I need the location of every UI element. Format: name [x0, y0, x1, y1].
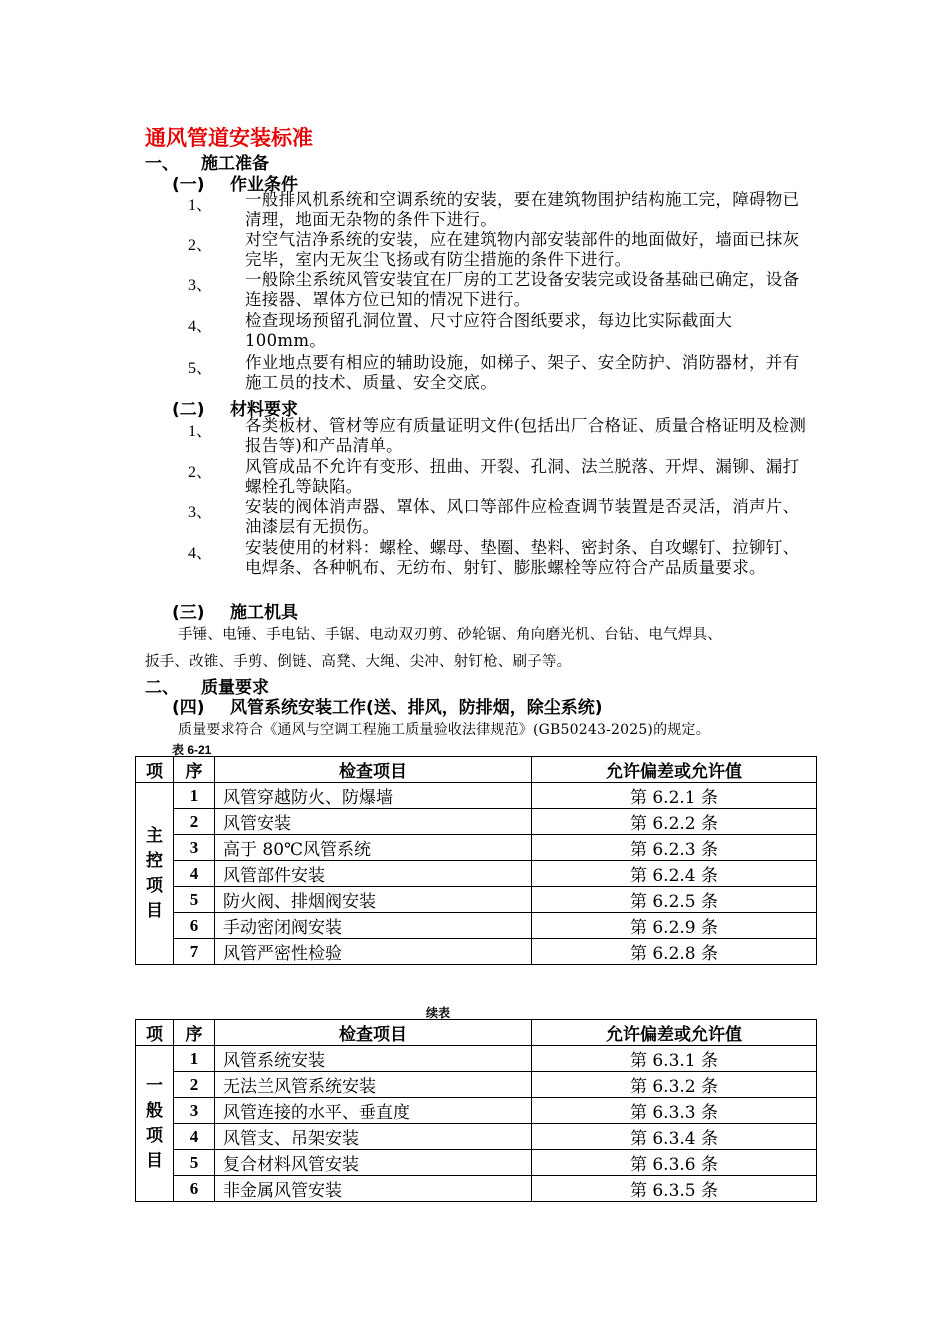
row-seq: 4: [174, 861, 215, 887]
row-check-item: 风管连接的水平、垂直度: [215, 1098, 532, 1124]
table-row: [136, 939, 817, 965]
row-check-item: 风管穿越防火、防爆墙: [215, 783, 532, 809]
table-row: [136, 887, 817, 913]
table-row: [136, 913, 817, 939]
table-row: [136, 1072, 817, 1098]
subsection-1-number: (一): [172, 175, 205, 195]
row-allowance: 第 6.3.2 条: [532, 1072, 817, 1098]
list-item-text: 各类板材、管材等应有质量证明文件(包括出厂合格证、质量合格证明及检测报告等)和产品清单。: [245, 416, 807, 455]
row-allowance: 第 6.3.6 条: [532, 1150, 817, 1176]
general-items-table: [135, 1019, 817, 1202]
subsection-4-heading: 风管系统安装工作(送、排风，防排烟，除尘系统): [230, 698, 603, 718]
row-allowance: 第 6.3.5 条: [532, 1176, 817, 1202]
table-row: [136, 1098, 817, 1124]
row-check-item: 手动密闭阀安装: [215, 913, 532, 939]
row-seq: 2: [174, 809, 215, 835]
row-seq: 1: [174, 783, 215, 809]
table-row: [136, 809, 817, 835]
category-cell: 主 控 项 目: [136, 783, 174, 965]
header-seq: 序: [174, 757, 215, 783]
list-item-text: 检查现场预留孔洞位置、尺寸应符合图纸要求，每边比实际截面大100mm。: [245, 311, 733, 350]
list-item-number: 4、: [188, 545, 213, 562]
row-check-item: 风管严密性检验: [215, 939, 532, 965]
header-seq: 序: [174, 1020, 215, 1046]
table-1-caption: 表 6-21: [172, 743, 212, 757]
table-row: [136, 1176, 817, 1202]
header-allowance: 允许偏差或允许值: [532, 757, 817, 783]
table-row: [136, 1150, 817, 1176]
tools-line-1: 手锤、电锤、手电钻、手锯、电动双刃剪、砂轮锯、角向磨光机、台钻、电气焊具、: [178, 627, 722, 643]
subsection-2-number: (二): [172, 400, 205, 420]
list-item-text: 作业地点要有相应的辅助设施，如梯子、架子、安全防护、消防器材，并有施工员的技术、质量、安全交底。: [245, 353, 800, 392]
list-item-number: 2、: [188, 464, 213, 481]
row-seq: 2: [174, 1072, 215, 1098]
subsection-3-heading: 施工机具: [230, 603, 298, 623]
row-seq: 4: [174, 1124, 215, 1150]
row-allowance: 第 6.2.4 条: [532, 861, 817, 887]
section-2-heading: 质量要求: [201, 678, 269, 698]
category-cell: 一 般 项 目: [136, 1046, 174, 1202]
tools-line-2: 扳手、改锥、手剪、倒链、高凳、大绳、尖冲、射钉枪、刷子等。: [145, 654, 572, 670]
row-check-item: 非金属风管安装: [215, 1176, 532, 1202]
row-allowance: 第 6.3.1 条: [532, 1046, 817, 1072]
row-check-item: 复合材料风管安装: [215, 1150, 532, 1176]
page-title: 通风管道安装标准: [145, 126, 313, 150]
subsection-3-number: (三): [172, 603, 205, 623]
row-check-item: 无法兰风管系统安装: [215, 1072, 532, 1098]
table-row: [136, 861, 817, 887]
table-header-row: [136, 1020, 817, 1046]
list-item-text: 一般除尘系统风管安装宜在厂房的工艺设备安装完或设备基础已确定，设备连接器、罩体方位已知的情况下进行。: [245, 270, 800, 309]
subsection-2-heading: 材料要求: [230, 400, 298, 420]
section-2-number: 二、: [145, 678, 179, 698]
row-allowance: 第 6.2.1 条: [532, 783, 817, 809]
quality-note: 质量要求符合《通风与空调工程施工质量验收法律规范》(GB50243-2025)的规定。: [178, 722, 710, 738]
header-category: 项: [136, 1020, 174, 1046]
row-seq: 1: [174, 1046, 215, 1072]
subsection-1-heading: 作业条件: [230, 175, 298, 195]
row-check-item: 高于 80℃风管系统: [215, 835, 532, 861]
row-seq: 7: [174, 939, 215, 965]
list-item-text: 一般排风机系统和空调系统的安装，要在建筑物围护结构施工完，障碍物已清理，地面无杂物的条件下进行。: [245, 190, 800, 229]
header-allowance: 允许偏差或允许值: [532, 1020, 817, 1046]
main-control-items-table: [135, 756, 817, 965]
row-seq: 5: [174, 1150, 215, 1176]
table-row: [136, 783, 817, 809]
row-check-item: 风管系统安装: [215, 1046, 532, 1072]
list-item-text: 安装的阀体消声器、罩体、风口等部件应检查调节装置是否灵活，消声片、油漆层有无损伤。: [245, 497, 800, 536]
row-allowance: 第 6.2.5 条: [532, 887, 817, 913]
row-seq: 3: [174, 1098, 215, 1124]
row-seq: 5: [174, 887, 215, 913]
list-item-number: 1、: [188, 423, 213, 440]
subsection-4-number: (四): [172, 698, 205, 718]
row-check-item: 风管支、吊架安装: [215, 1124, 532, 1150]
row-allowance: 第 6.2.2 条: [532, 809, 817, 835]
row-seq: 3: [174, 835, 215, 861]
table-header-row: [136, 757, 817, 783]
row-seq: 6: [174, 1176, 215, 1202]
table-row: [136, 835, 817, 861]
header-category: 项: [136, 757, 174, 783]
row-seq: 6: [174, 913, 215, 939]
row-allowance: 第 6.2.8 条: [532, 939, 817, 965]
row-check-item: 风管安装: [215, 809, 532, 835]
row-allowance: 第 6.2.9 条: [532, 913, 817, 939]
list-item-number: 3、: [188, 504, 213, 521]
section-1-heading: 施工准备: [201, 154, 269, 174]
list-item-number: 3、: [188, 277, 213, 294]
list-item-text: 对空气洁净系统的安装，应在建筑物内部安装部件的地面做好，墙面已抹灰完毕，室内无灰尘飞扬或有防尘措施的条件下进行。: [245, 230, 800, 269]
list-item-number: 5、: [188, 360, 213, 377]
row-allowance: 第 6.3.4 条: [532, 1124, 817, 1150]
header-check-item: 检查项目: [215, 757, 532, 783]
row-allowance: 第 6.3.3 条: [532, 1098, 817, 1124]
section-1-number: 一、: [145, 154, 179, 174]
header-check-item: 检查项目: [215, 1020, 532, 1046]
table-row: [136, 1124, 817, 1150]
list-item-number: 2、: [188, 237, 213, 254]
row-check-item: 风管部件安装: [215, 861, 532, 887]
list-item-text: 安装使用的材料：螺栓、螺母、垫圈、垫料、密封条、自攻螺钉、拉铆钉、电焊条、各种帆布、无纺布、射钉、膨胀螺栓等应符合产品质量要求。: [245, 538, 800, 577]
row-check-item: 防火阀、排烟阀安装: [215, 887, 532, 913]
row-allowance: 第 6.2.3 条: [532, 835, 817, 861]
table-row: [136, 1046, 817, 1072]
list-item-text: 风管成品不允许有变形、扭曲、开裂、孔洞、法兰脱落、开焊、漏铆、漏打螺栓孔等缺陷。: [245, 457, 800, 496]
list-item-number: 4、: [188, 318, 213, 335]
table-2-caption: 续表: [426, 1006, 451, 1020]
list-item-number: 1、: [188, 197, 213, 214]
